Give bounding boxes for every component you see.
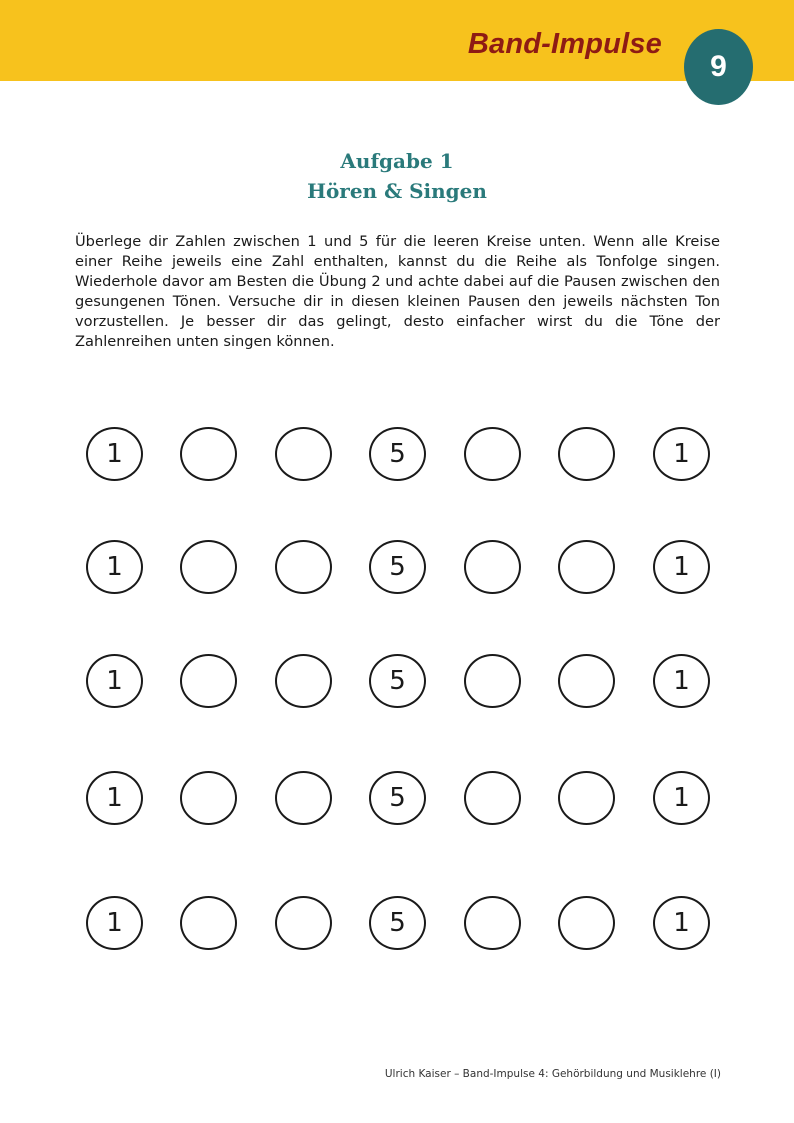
empty-number-circle[interactable] [180, 427, 237, 481]
empty-number-circle[interactable] [464, 896, 521, 950]
footer-credit: Ulrich Kaiser – Band-Impulse 4: Gehörbildung und Musiklehre (I) [384, 1068, 721, 1080]
task-instructions: Überlege dir Zahlen zwischen 1 und 5 für die leeren Kreise unten. Wenn alle Kreise einer Reihe jeweils eine Zahl enthalten, kannst du die Reihe als Tonfolge singen. Wiederhole davor am Besten die Übung 2 und achte dabei auf die Pausen zwischen den gesungenen Tönen. Versuche dir in diesen kleinen Pausen den jeweils nächsten Ton vorzustellen. Je besser dir das gelingt, desto einfacher wirst du die Töne der Zahlenreihen unten singen können. [75, 233, 720, 350]
number-circle: 5 [369, 427, 426, 481]
empty-number-circle[interactable] [180, 771, 237, 825]
number-circle: 1 [653, 654, 710, 708]
number-circle: 1 [653, 427, 710, 481]
empty-number-circle[interactable] [275, 896, 332, 950]
empty-number-circle[interactable] [180, 896, 237, 950]
task-heading [0, 146, 794, 206]
task-subtitle: Hören & Singen [307, 179, 487, 203]
empty-number-circle[interactable] [558, 654, 615, 708]
task-title: Aufgabe 1 [340, 149, 454, 173]
page-number-badge: 9 [684, 29, 753, 105]
empty-number-circle[interactable] [180, 654, 237, 708]
number-circle: 1 [86, 427, 143, 481]
empty-number-circle[interactable] [464, 427, 521, 481]
empty-number-circle[interactable] [180, 540, 237, 594]
number-circle: 5 [369, 540, 426, 594]
number-circle: 1 [86, 896, 143, 950]
number-circle: 5 [369, 654, 426, 708]
number-circle: 1 [653, 896, 710, 950]
brand-title: Band-Impulse [467, 28, 662, 60]
number-circle: 1 [86, 771, 143, 825]
number-circle: 5 [369, 896, 426, 950]
empty-number-circle[interactable] [558, 896, 615, 950]
empty-number-circle[interactable] [275, 540, 332, 594]
empty-number-circle[interactable] [275, 771, 332, 825]
number-circle: 5 [369, 771, 426, 825]
number-circle: 1 [86, 540, 143, 594]
header-bar [0, 0, 794, 81]
empty-number-circle[interactable] [275, 654, 332, 708]
number-circle: 1 [86, 654, 143, 708]
empty-number-circle[interactable] [464, 654, 521, 708]
empty-number-circle[interactable] [464, 540, 521, 594]
empty-number-circle[interactable] [464, 771, 521, 825]
number-circle: 1 [653, 771, 710, 825]
empty-number-circle[interactable] [558, 771, 615, 825]
empty-number-circle[interactable] [558, 540, 615, 594]
empty-number-circle[interactable] [558, 427, 615, 481]
empty-number-circle[interactable] [275, 427, 332, 481]
number-circle: 1 [653, 540, 710, 594]
